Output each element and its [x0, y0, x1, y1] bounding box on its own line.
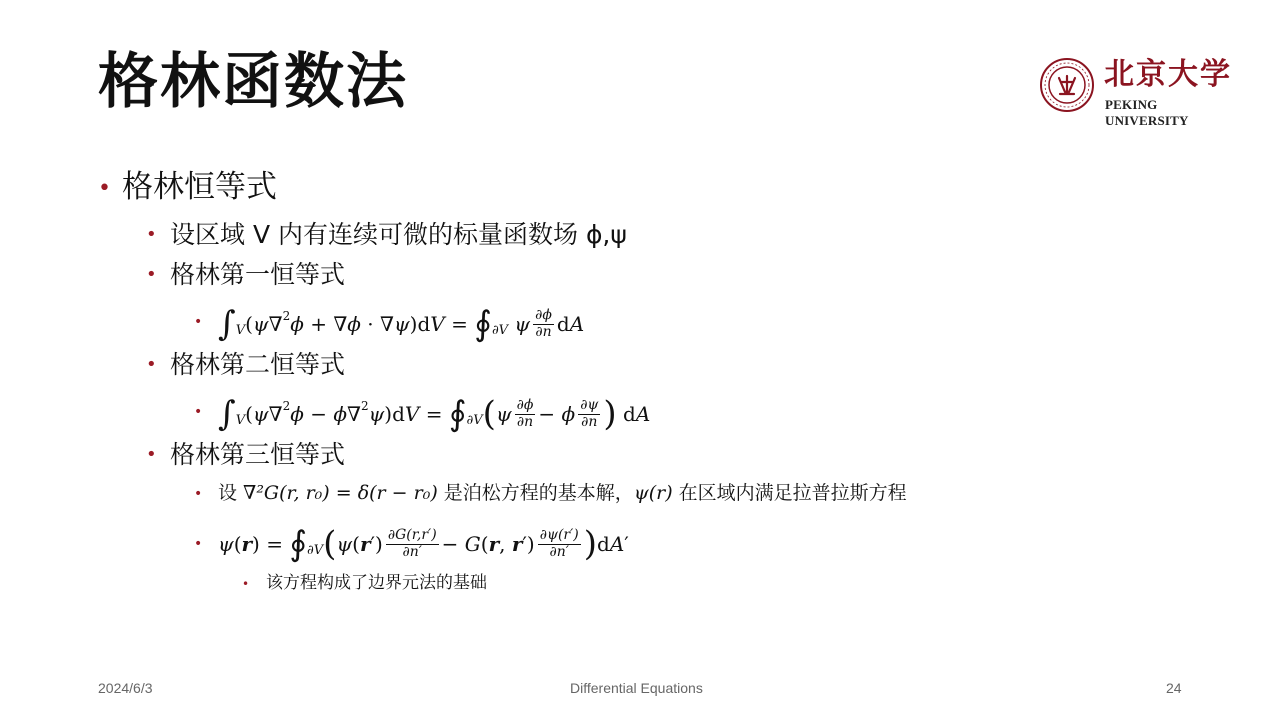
first-identity-label: 格林第一恒等式: [170, 260, 346, 289]
psi-math: ψ(r): [633, 482, 673, 504]
third-identity-premise: [218, 484, 907, 503]
footer-date: 2024/6/3: [98, 680, 153, 696]
poisson-fundamental-math: ∇²G(r, r₀) = δ(r − r₀): [243, 482, 438, 504]
third-identity-label: 格林第三恒等式: [170, 440, 346, 469]
bullet-icon: •: [98, 176, 111, 201]
bullet-icon: •: [146, 354, 157, 375]
bullet-icon: •: [194, 404, 203, 420]
bullet-icon: •: [194, 314, 203, 330]
bem-note: 该方程构成了边界元法的基础: [266, 573, 487, 593]
footer-course-title: Differential Equations: [570, 680, 703, 696]
premise-prefix: 设: [218, 482, 244, 504]
logo-chinese-name: 北京大学: [1104, 57, 1232, 92]
premise-suffix: 在区域内满足拉普拉斯方程: [672, 482, 907, 504]
heading-green-identities: 格林恒等式: [122, 169, 277, 205]
bullet-icon: •: [194, 536, 203, 552]
logo-english-name: PEKING UNIVERSITY: [1105, 97, 1189, 128]
slide-title: 格林函数法: [98, 47, 408, 117]
bullet-icon: •: [242, 577, 250, 591]
first-identity-equation: ∫ V ( ψ ∇ 2 ϕ + ∇ ϕ · ∇ ψ )d V = ∮ ∂V ψ $\frac{\partial\phi}{\partial n}$ d A: [218, 304, 585, 344]
bullet-icon: •: [146, 224, 157, 245]
pku-seal-icon: [1040, 58, 1094, 112]
bullet-icon: •: [146, 264, 157, 285]
premise-text: 设区域 V 内有连续可微的标量函数场 ϕ,ψ: [170, 220, 627, 249]
bullet-icon: •: [194, 486, 203, 502]
premise-middle: 是泊松方程的基本解，: [437, 482, 634, 504]
footer-page-number: 24: [1166, 680, 1182, 696]
third-identity-equation: ψ ( r ) = ∮ ∂V ( ψ ( r ′) $\frac{\partial G(r,r')}{\partial n'}$ − G ( r , r ′) $\frac{\partial\psi(r')}{\partial n'}$ ) d A ′: [218, 524, 629, 564]
second-identity-equation: ∫ V ( ψ ∇ 2 ϕ − ϕ ∇ 2 ψ )d V = ∮ ∂V ( ψ $\frac{\partial\phi}{\partial n}$ − ϕ $\frac{\partial\psi}{\partial n}$ ) d A: [218, 394, 651, 434]
bullet-icon: •: [146, 444, 157, 465]
second-identity-label: 格林第二恒等式: [170, 350, 346, 379]
university-logo: [1040, 57, 1240, 128]
